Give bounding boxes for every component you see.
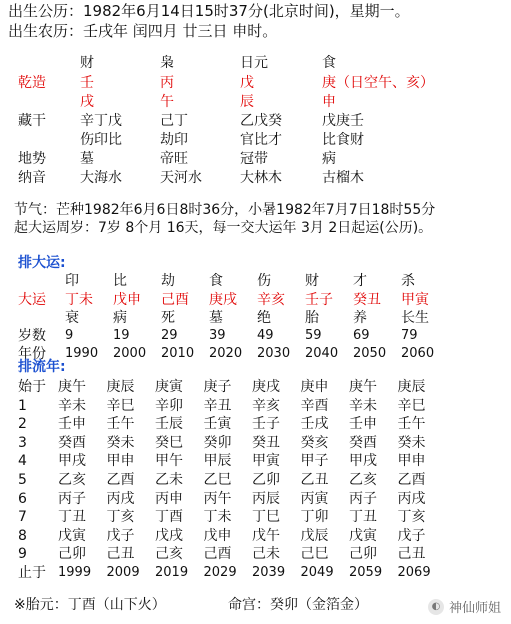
- liunian-cell: 甲戌: [349, 453, 377, 470]
- liunian-cell: 壬午: [106, 416, 135, 433]
- liunian-cell: 丁巳: [252, 509, 280, 526]
- liunian-cell: 壬辰: [155, 416, 183, 433]
- liunian-cell: 庚辰: [397, 379, 426, 395]
- liunian-cell: 乙亥: [58, 472, 86, 488]
- liunian-cell: 丙申: [155, 490, 183, 507]
- dayun-dishi: 胎: [305, 310, 319, 326]
- pillar-shishen: 食: [322, 55, 336, 71]
- liunian-cell: 2039: [252, 565, 286, 580]
- label-qianzao: 乾造: [18, 75, 46, 91]
- jieqi-line: 节气：芒种1982年6月6日8时36分，小暑1982年7月7日18时55分: [14, 202, 436, 218]
- liunian-section-title: 排流年:: [18, 359, 66, 375]
- liunian-cell: 己巳: [300, 546, 329, 563]
- liunian-cell: 丙午: [203, 490, 232, 507]
- pillar-dizhi: 戌: [80, 94, 94, 110]
- liunian-row-label: 4: [18, 453, 27, 470]
- dayun-dishi: 死: [161, 310, 175, 326]
- pillar-dishi: 病: [322, 151, 336, 167]
- liunian-cell: 辛酉: [300, 397, 329, 414]
- liunian-cell: 丁丑: [349, 509, 377, 526]
- liunian-cell: 己卯: [58, 546, 86, 563]
- dayun-dishi: 绝: [257, 310, 271, 326]
- liunian-row-label: 止于: [18, 565, 46, 581]
- label-year: 年份: [18, 346, 46, 362]
- liunian-row-label: 9: [18, 546, 27, 563]
- dayun-year: 2030: [257, 346, 291, 361]
- dayun-shishen: 杀: [401, 273, 415, 289]
- dayun-year: 2000: [113, 346, 147, 361]
- taiyuan-text: ※胎元：丁酉（山下火）: [14, 597, 166, 613]
- dayun-age: 69: [353, 328, 370, 343]
- liunian-cell: 己未: [252, 546, 280, 563]
- dayun-dishi: 病: [113, 310, 127, 326]
- liunian-cell: 壬寅: [203, 416, 232, 433]
- wechat-channel-icon: ◐: [428, 599, 444, 615]
- liunian-cell: 丁丑: [58, 509, 86, 526]
- dayun-ganzhi: 庚戌: [209, 292, 237, 308]
- liunian-cell: 丙戌: [397, 490, 426, 507]
- pillar-nayin: 古榴木: [322, 170, 364, 186]
- liunian-cell: 丙戌: [106, 490, 135, 507]
- label-dishi: 地势: [18, 151, 46, 167]
- liunian-cell: 壬午: [397, 416, 426, 433]
- liunian-cell: 壬子: [252, 416, 280, 433]
- dayun-year: 2060: [401, 346, 435, 361]
- liunian-cell: 丁卯: [300, 509, 329, 526]
- liunian-cell: 辛亥: [252, 397, 280, 414]
- dayun-ganzhi: 壬子: [305, 292, 333, 308]
- liunian-cell: 戊辰: [300, 527, 329, 544]
- dayun-shishen: 才: [353, 273, 367, 289]
- liunian-cell: 丙子: [349, 490, 377, 507]
- dayun-ganzhi: 丁未: [65, 292, 93, 308]
- liunian-cell: 乙丑: [300, 472, 329, 488]
- dayun-shishen: 比: [113, 273, 127, 289]
- liunian-cell: 庚子: [203, 379, 232, 395]
- watermark-text: 神仙师姐: [448, 601, 501, 616]
- liunian-cell: 庚寅: [155, 379, 183, 395]
- liunian-cell: 甲申: [397, 453, 426, 470]
- liunian-cell: 乙酉: [397, 472, 426, 488]
- liunian-cell: 癸酉: [349, 434, 377, 451]
- dayun-age: 79: [401, 328, 418, 343]
- dayun-ganzhi: 戊申: [113, 292, 141, 308]
- liunian-row-label: 1: [18, 397, 27, 414]
- pillar-tiangan: 戊: [240, 75, 254, 91]
- pillar-canggan: 戊庚壬: [322, 113, 364, 129]
- dayun-shishen: 劫: [161, 273, 175, 289]
- dayun-ganzhi: 辛亥: [257, 292, 285, 308]
- liunian-cell: 己丑: [106, 546, 135, 563]
- liunian-cell: 戊戌: [155, 527, 183, 544]
- pillar-dishi: 帝旺: [160, 151, 188, 167]
- pillar-nayin: 天河水: [160, 170, 202, 186]
- liunian-cell: 庚辰: [106, 379, 135, 395]
- birth-lunar: 出生农历：壬戌年 闰四月 廿三日 申时。: [8, 22, 278, 40]
- liunian-cell: 戊子: [106, 527, 135, 544]
- dayun-section-title: 排大运:: [18, 255, 66, 271]
- dayun-year: 2010: [161, 346, 195, 361]
- pillar-canggan: 辛丁戊: [80, 113, 122, 129]
- label-nayin: 纳音: [18, 170, 46, 186]
- pillar-tiangan: 庚（日空午、亥）: [322, 75, 434, 91]
- watermark: [428, 597, 501, 616]
- dayun-dishi: 长生: [401, 310, 429, 326]
- liunian-cell: 甲午: [155, 453, 183, 470]
- dayun-age: 29: [161, 328, 178, 343]
- liunian-cell: 己丑: [397, 546, 426, 563]
- liunian-cell: 辛未: [58, 397, 86, 414]
- pillar-tiangan: 壬: [80, 75, 94, 91]
- liunian-cell: 乙卯: [252, 472, 280, 488]
- label-age: 岁数: [18, 328, 46, 344]
- liunian-row-label: 8: [18, 527, 27, 544]
- liunian-cell: 己卯: [349, 546, 377, 563]
- liunian-cell: 庚戌: [252, 379, 280, 395]
- dayun-age: 49: [257, 328, 274, 343]
- pillar-canggan-shishen: 比食财: [322, 132, 364, 148]
- liunian-cell: 戊寅: [349, 527, 377, 544]
- dayun-shishen: 印: [65, 273, 79, 289]
- liunian-cell: 乙亥: [349, 472, 377, 488]
- liunian-cell: 丙辰: [252, 490, 280, 507]
- liunian-cell: 己亥: [155, 546, 183, 563]
- liunian-cell: 1999: [58, 565, 92, 580]
- dayun-year: 2040: [305, 346, 339, 361]
- liunian-cell: 辛卯: [155, 397, 183, 414]
- label-canggan: 藏干: [18, 113, 46, 129]
- liunian-cell: 丁未: [203, 509, 232, 526]
- liunian-row-label: 6: [18, 490, 27, 507]
- liunian-cell: 乙巳: [203, 472, 232, 488]
- pillar-canggan: 己丁: [160, 113, 188, 129]
- dayun-ganzhi: 甲寅: [401, 292, 429, 308]
- pillar-canggan-shishen: 官比才: [240, 132, 282, 148]
- liunian-cell: 丁亥: [106, 509, 135, 526]
- pillar-nayin: 大海水: [80, 170, 122, 186]
- liunian-cell: 戊寅: [58, 527, 86, 544]
- pillar-shishen: 日元: [240, 55, 268, 71]
- liunian-cell: 辛巳: [397, 397, 426, 414]
- liunian-cell: 癸亥: [300, 434, 329, 451]
- dayun-shishen: 食: [209, 273, 223, 289]
- pillar-canggan: 乙戊癸: [240, 113, 282, 129]
- liunian-cell: 庚午: [349, 379, 377, 395]
- liunian-cell: 戊申: [203, 527, 232, 544]
- dayun-ganzhi: 己酉: [161, 292, 189, 308]
- liunian-cell: 辛丑: [203, 397, 232, 414]
- dayun-age: 39: [209, 328, 226, 343]
- liunian-cell: 乙酉: [106, 472, 135, 488]
- liunian-cell: 丙子: [58, 490, 86, 507]
- dayun-age: 19: [113, 328, 130, 343]
- qiyun-line: 起大运周岁：7岁 8个月 16天，每一交大运年 3月 2日起运(公历)。: [14, 220, 433, 236]
- dayun-age: 9: [65, 328, 74, 343]
- liunian-cell: 癸未: [397, 434, 426, 451]
- liunian-cell: 甲申: [106, 453, 135, 470]
- dayun-year: 1990: [65, 346, 99, 361]
- dayun-year: 2050: [353, 346, 387, 361]
- dayun-shishen: 伤: [257, 273, 271, 289]
- liunian-cell: 乙未: [155, 472, 183, 488]
- dayun-dishi: 衰: [65, 310, 79, 326]
- dayun-dishi: 养: [353, 310, 367, 326]
- liunian-row-label: 7: [18, 509, 27, 526]
- liunian-cell: 庚申: [300, 379, 329, 395]
- pillar-dishi: 冠带: [240, 151, 268, 167]
- liunian-cell: 癸酉: [58, 434, 86, 451]
- liunian-cell: 2049: [300, 565, 334, 580]
- pillar-dishi: 墓: [80, 151, 94, 167]
- label-dayun: 大运: [18, 292, 46, 308]
- liunian-cell: 戊午: [252, 527, 280, 544]
- liunian-cell: 壬申: [349, 416, 377, 433]
- liunian-cell: 2019: [155, 565, 189, 580]
- pillar-nayin: 大林木: [240, 170, 282, 186]
- liunian-cell: 癸巳: [155, 434, 183, 451]
- liunian-cell: 癸卯: [203, 434, 232, 451]
- liunian-cell: 甲戌: [58, 453, 86, 470]
- dayun-age: 59: [305, 328, 322, 343]
- liunian-cell: 辛巳: [106, 397, 135, 414]
- pillar-shishen: 财: [80, 55, 94, 71]
- liunian-row-label: 5: [18, 472, 27, 488]
- dayun-dishi: 墓: [209, 310, 223, 326]
- liunian-row-label: 2: [18, 416, 27, 433]
- pillar-canggan-shishen: 劫印: [160, 132, 188, 148]
- liunian-cell: 癸丑: [252, 434, 280, 451]
- pillar-dizhi: 辰: [240, 94, 254, 110]
- birth-solar: 出生公历：1982年6月14日15时37分(北京时间)，星期一。: [8, 2, 410, 20]
- liunian-cell: 丁亥: [397, 509, 426, 526]
- liunian-cell: 戊子: [397, 527, 426, 544]
- liunian-cell: 2059: [349, 565, 383, 580]
- liunian-cell: 甲辰: [203, 453, 232, 470]
- liunian-row-label: 始于: [18, 379, 46, 395]
- liunian-cell: 甲寅: [252, 453, 280, 470]
- liunian-cell: 癸未: [106, 434, 135, 451]
- pillar-shishen: 枭: [160, 55, 174, 71]
- liunian-cell: 甲子: [300, 453, 329, 470]
- liunian-cell: 壬戌: [300, 416, 329, 433]
- liunian-row-label: 3: [18, 434, 27, 451]
- dayun-shishen: 财: [305, 273, 319, 289]
- minggong-text: 命宫：癸卯（金箔金）: [228, 597, 368, 613]
- pillar-dizhi: 午: [160, 94, 174, 110]
- liunian-cell: 2029: [203, 565, 237, 580]
- liunian-cell: 2069: [397, 565, 431, 580]
- liunian-cell: 己酉: [203, 546, 232, 563]
- liunian-cell: 壬申: [58, 416, 86, 433]
- liunian-cell: 丁酉: [155, 509, 183, 526]
- pillar-dizhi: 申: [322, 94, 336, 110]
- pillar-canggan-shishen: 伤印比: [80, 132, 122, 148]
- liunian-cell: 丙寅: [300, 490, 329, 507]
- liunian-cell: 2009: [106, 565, 140, 580]
- dayun-year: 2020: [209, 346, 243, 361]
- liunian-cell: 庚午: [58, 379, 86, 395]
- dayun-ganzhi: 癸丑: [353, 292, 381, 308]
- liunian-cell: 辛未: [349, 397, 377, 414]
- pillar-tiangan: 丙: [160, 75, 174, 91]
